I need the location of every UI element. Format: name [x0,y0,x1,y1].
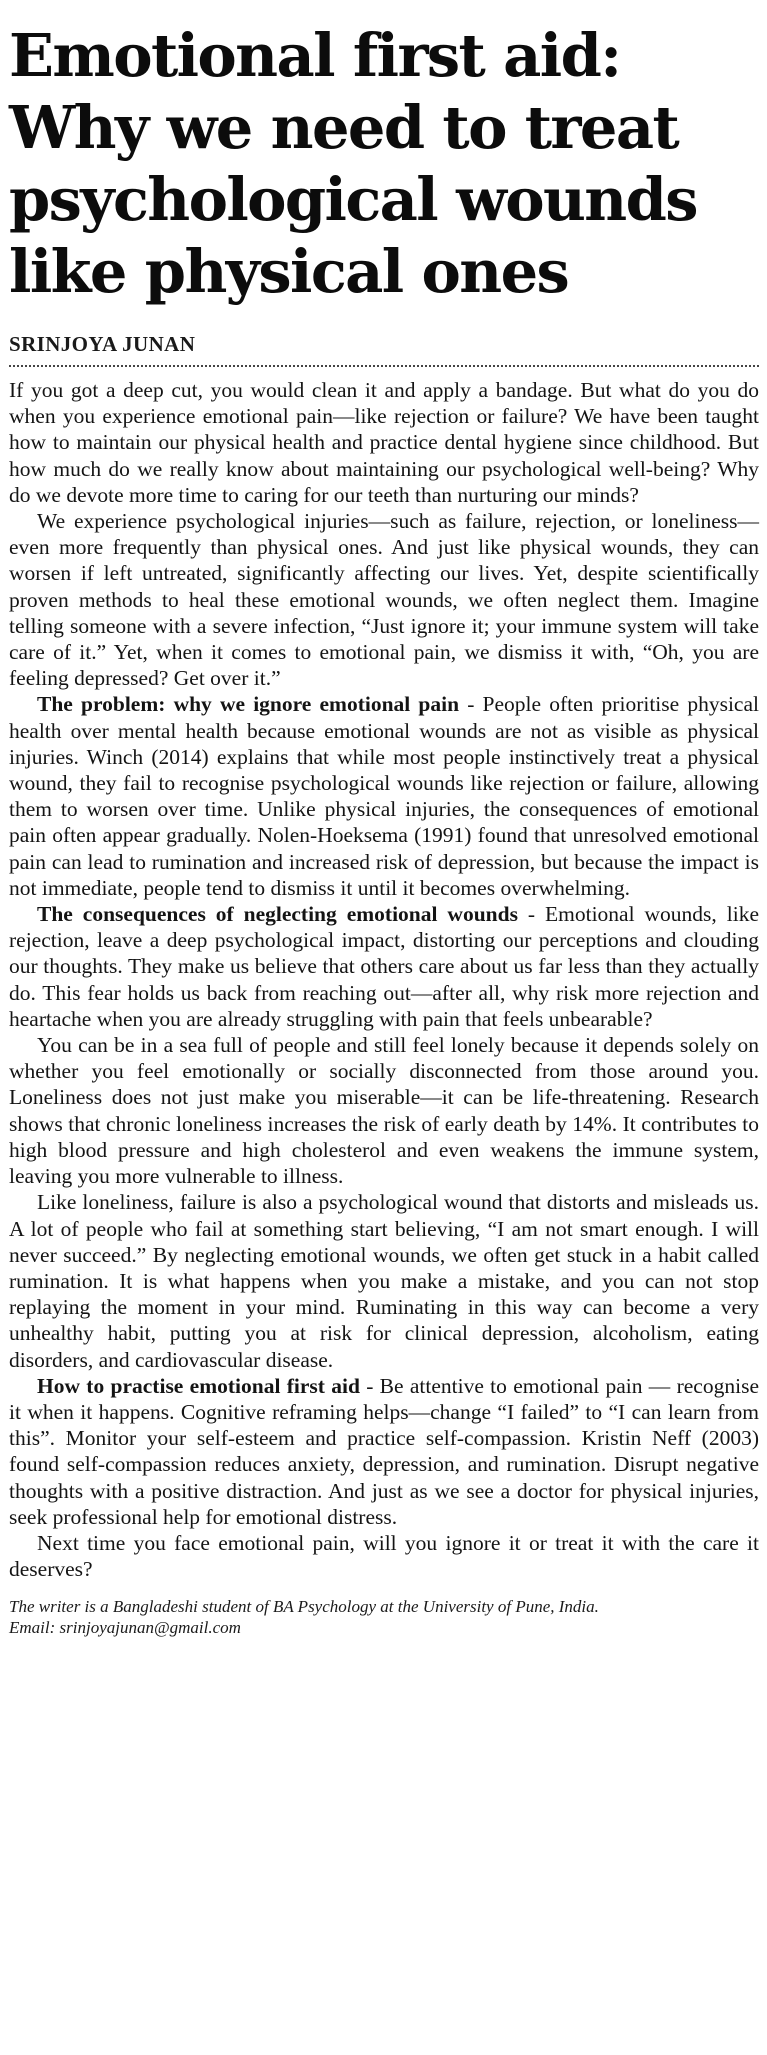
paragraph-text: You can be in a sea full of people and still feel lonely because it depends solely on whether you feel emotionally or socially disconnected from those around you. Loneliness does not just make you miserable—it can be life-threatening. Research shows that chronic loneliness increases the risk of early death by 14%. It contributes to high blood pressure and high cholesterol and even weakens the immune system, leaving you more vulnerable to illness. [9,1033,759,1189]
paragraph-text: If you got a deep cut, you would clean it and apply a bandage. But what do you do when you experience emotional pain—like rejection or failure? We have been taught how to maintain our physical health and practice dental hygiene since childhood. But how much do we really know about maintaining our psychological well-being? Why do we devote more time to caring for our teeth than nurturing our minds? [9,378,759,507]
headline [9,20,759,308]
paragraph-text: - Emotional wounds, like rejection, leave a deep psychological impact, distorting our perceptions and clouding our thoughts. They make us believe that others care about us far less than they actually do. This fear holds us back from reaching out—after all, why risk more rejection and heartache when you are already struggling with pain that feels unbearable? [9,902,759,1031]
paragraph-text: - People often prioritise physical health over mental health because emotional wounds are not as visible as physical injuries. Winch (2014) explains that while most people instinctively treat a physical wound, they fail to recognise psychological wounds like rejection or failure, allowing them to worsen over time. Unlike physical injuries, the consequences of emotional pain often appear gradually. Nolen-Hoeksema (1991) found that unresolved emotional pain can lead to rumination and increased risk of depression, but because the impact is not immediate, people tend to dismiss it until it becomes overwhelming. [9,692,759,900]
paragraph [9,508,759,691]
paragraph-text: Like loneliness, failure is also a psychological wound that distorts and misleads us. A lot of people who fail at something start believing, “I am not smart enough. I will never succeed.” By neglecting emotional wounds, we often get stuck in a habit called rumination. It is what happens when you make a mistake, and you can not stop replaying the moment in your mind. Ruminating in this way can become a very unhealthy habit, putting you at risk for clinical depression, alcoholism, eating disorders, and cardiovascular disease. [9,1190,759,1372]
paragraph [9,691,759,901]
paragraph-text: - Be attentive to emotional pain — recognise it when it happens. Cognitive reframing helps—change “I failed” to “I can learn from this”. Monitor your self-esteem and practice self-compassion. Kristin Neff (2003) found self-compassion reduces anxiety, depression, and rumination. Disrupt negative thoughts with a positive distraction. And just as we see a doctor for physical injuries, seek professional help for emotional distress. [9,1373,759,1529]
byline: SRINJOYA JUNAN [9,332,196,356]
paragraph-text: We experience psychological injuries—such as failure, rejection, or loneliness—even more frequently than physical ones. And just like physical wounds, they can worsen if left untreated, significantly affecting our lives. Yet, despite scientifically proven methods to heal these emotional wounds, we often neglect them. Imagine telling someone with a severe infection, “Just ignore it; your immune system will take care of it.” Yet, when it comes to emotional pain, we dismiss it with, “Oh, you are feeling depressed? Get over it.” [9,509,759,691]
dotted-divider [9,365,759,367]
headline-line: Why we need to treat [9,93,679,162]
section-lead: The problem: why we ignore emotional pain [37,692,460,717]
headline-line: Emotional first aid: [9,21,621,90]
section-lead: The consequences of neglecting emotional wounds [37,902,518,927]
paragraph [9,1530,759,1582]
paragraph [9,377,759,508]
paragraph [9,1373,759,1530]
author-email: Email: srinjoyajunan@gmail.com [9,1618,241,1638]
author-bio: The writer is a Bangladeshi student of BA Psychology at the University of Pune, India. [9,1597,599,1617]
paragraph [9,1032,759,1189]
section-lead: How to practise emotional first aid [37,1373,360,1398]
paragraph-text: Next time you face emotional pain, will you ignore it or treat it with the care it deserves? [9,1530,759,1582]
author-note [9,1596,759,1638]
headline-line: psychological wounds [9,165,697,234]
article-body [9,377,759,1582]
headline-line: like physical ones [9,237,569,306]
paragraph [9,1189,759,1372]
paragraph [9,901,759,1032]
